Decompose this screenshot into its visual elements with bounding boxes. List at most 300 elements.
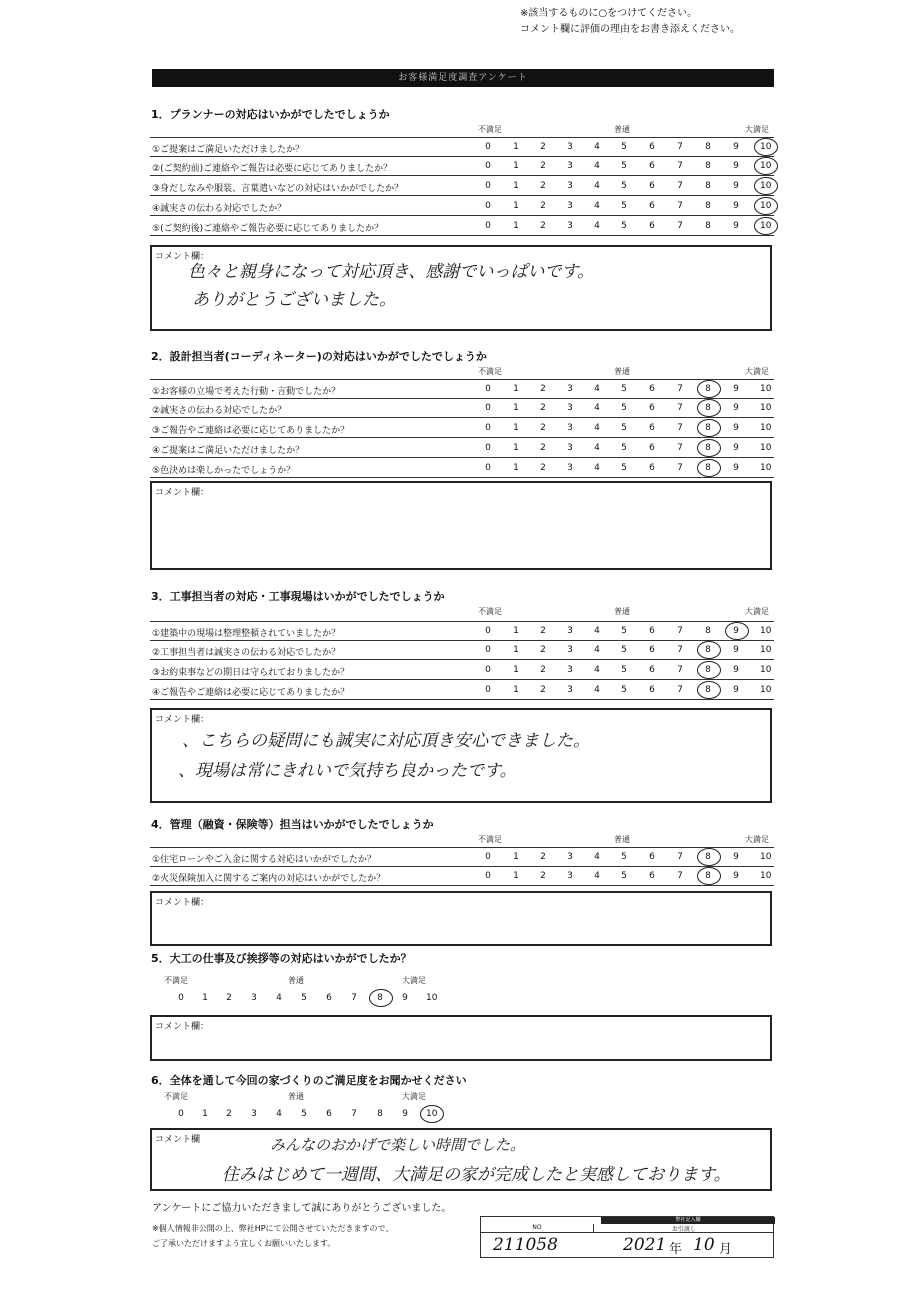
rating-option-10[interactable]: 10	[760, 423, 772, 433]
section2-question-2-text: ②誠実さの伝わる対応でしたか？	[152, 406, 287, 416]
office-month-unit: 月	[719, 1242, 733, 1257]
office-date-label: お引渡し	[593, 1224, 774, 1233]
rating-option-9[interactable]: 9	[733, 201, 739, 211]
selected-rating-circle	[697, 661, 721, 679]
rating-option-9[interactable]: 9	[733, 852, 739, 862]
rating-option-4[interactable]: 4	[594, 384, 600, 394]
rating-option-3[interactable]: 3	[567, 685, 573, 695]
rating-option-3[interactable]: 3	[251, 993, 257, 1003]
selected-rating-circle	[697, 380, 721, 398]
rating-option-4[interactable]: 4	[594, 626, 600, 636]
selected-rating-circle	[697, 399, 721, 417]
section1-comment-label: コメント欄：	[155, 252, 210, 262]
section6-scale-right: 大満足	[402, 1092, 426, 1101]
section3-question-4-text: ④ご報告やご連絡は必要に応じてありましたか？	[152, 688, 350, 698]
rating-option-2[interactable]: 2	[540, 463, 546, 473]
section6-comment-line-1: みんなのおかげで楽しい時間でした。	[270, 1136, 526, 1154]
section2-comment-box[interactable]	[150, 481, 772, 570]
section1-question-5-text: ⑤(ご契約後)ご連絡やご報告必要に応じてありましたか？	[152, 224, 384, 234]
rating-option-0[interactable]: 0	[485, 403, 491, 413]
rating-option-5[interactable]: 5	[621, 161, 627, 171]
rating-option-9[interactable]: 9	[733, 665, 739, 675]
selected-rating-circle	[754, 138, 778, 156]
thanks-message: アンケートにご協力いただきまして誠にありがとうございました。	[152, 1203, 452, 1214]
rating-option-10[interactable]: 10	[760, 181, 772, 191]
rating-option-0[interactable]: 0	[485, 181, 491, 191]
rating-option-5[interactable]: 5	[301, 993, 307, 1003]
rating-option-8[interactable]: 8	[705, 463, 711, 473]
rating-option-10[interactable]: 10	[760, 403, 772, 413]
section6-title: 6．全体を通して今回の家づくりのご満足度をお聞かせください	[151, 1074, 467, 1087]
rating-option-8[interactable]: 8	[377, 1109, 383, 1119]
question-row	[150, 641, 774, 660]
rating-option-5[interactable]: 5	[621, 871, 627, 881]
section1-scale-left: 不満足	[478, 125, 502, 134]
rating-option-9[interactable]: 9	[733, 142, 739, 152]
section2-question-1-text: ①お客様の立場で考えた行動・言動でしたか？	[152, 387, 341, 397]
section1-scale-right: 大満足	[745, 125, 769, 134]
rating-option-9[interactable]: 9	[733, 384, 739, 394]
section3-comment-label: コメント欄：	[155, 715, 210, 725]
rating-option-6[interactable]: 6	[649, 685, 655, 695]
rating-option-5[interactable]: 5	[621, 685, 627, 695]
section1-question-2-text: ②(ご契約前)ご連絡やご報告は必要に応じてありましたか？	[152, 164, 393, 174]
selected-rating-circle	[697, 419, 721, 437]
rating-option-3[interactable]: 3	[567, 403, 573, 413]
selected-rating-circle	[697, 459, 721, 477]
rating-option-9[interactable]: 9	[402, 993, 408, 1003]
rating-option-2[interactable]: 2	[540, 423, 546, 433]
section3-question-1-text: ①建築中の現場は整理整頓されていましたか？	[152, 629, 341, 639]
rating-option-1[interactable]: 1	[513, 201, 519, 211]
rating-option-9[interactable]: 9	[733, 423, 739, 433]
question-row	[150, 661, 774, 680]
rating-option-8[interactable]: 8	[705, 423, 711, 433]
rating-option-1[interactable]: 1	[513, 645, 519, 655]
rating-option-9[interactable]: 9	[733, 221, 739, 231]
rating-option-7[interactable]: 7	[677, 871, 683, 881]
office-no-value: 211058	[493, 1235, 558, 1255]
rating-option-9[interactable]: 9	[733, 685, 739, 695]
rating-option-0[interactable]: 0	[485, 626, 491, 636]
rating-option-0[interactable]: 0	[485, 665, 491, 675]
rating-option-10[interactable]: 10	[760, 161, 772, 171]
rating-option-8[interactable]: 8	[705, 384, 711, 394]
office-year-unit: 年	[669, 1242, 683, 1257]
rating-option-4[interactable]: 4	[276, 993, 282, 1003]
section1-comment-line-1: 色々と親身になって対応頂き、感謝でいっぱいです。	[188, 262, 594, 282]
section1-scale-mid: 普通	[614, 125, 630, 134]
rating-option-0[interactable]: 0	[178, 993, 184, 1003]
section6-comment-line-2: 住みはじめて一週間、大満足の家が完成したと実感しております。	[222, 1165, 731, 1185]
rating-option-3[interactable]: 3	[567, 852, 573, 862]
selected-rating-circle	[754, 157, 778, 175]
rating-option-10[interactable]: 10	[426, 993, 438, 1003]
rating-option-3[interactable]: 3	[567, 665, 573, 675]
section2-title: 2．設計担当者(コーディネーター)の対応はいかがでしたでしょうか	[151, 350, 487, 363]
question-row	[150, 217, 774, 236]
rating-option-3[interactable]: 3	[567, 871, 573, 881]
rating-option-3[interactable]: 3	[567, 423, 573, 433]
selected-rating-circle	[754, 197, 778, 215]
rating-option-6[interactable]: 6	[649, 201, 655, 211]
rating-option-4[interactable]: 4	[594, 665, 600, 675]
rating-option-3[interactable]: 3	[567, 443, 573, 453]
section6-comment-box[interactable]	[150, 1128, 772, 1191]
section3-scale-left: 不満足	[478, 607, 502, 616]
rating-option-7[interactable]: 7	[677, 384, 683, 394]
selected-rating-circle	[369, 989, 393, 1007]
rating-option-6[interactable]: 6	[649, 181, 655, 191]
rating-option-9[interactable]: 9	[733, 463, 739, 473]
rating-option-5[interactable]: 5	[621, 443, 627, 453]
rating-option-8[interactable]: 8	[705, 221, 711, 231]
rating-option-5[interactable]: 5	[621, 852, 627, 862]
rating-option-7[interactable]: 7	[677, 142, 683, 152]
rating-option-2[interactable]: 2	[540, 181, 546, 191]
selected-rating-circle	[697, 439, 721, 457]
section4-scale-left: 不満足	[478, 835, 502, 844]
question-row	[150, 621, 774, 641]
rating-option-10[interactable]: 10	[760, 685, 772, 695]
question-row	[150, 459, 774, 478]
survey-title-bar: お客様満足度調査アンケート	[152, 69, 774, 87]
rating-option-10[interactable]: 10	[760, 645, 772, 655]
question-row	[150, 177, 774, 196]
question-row	[150, 681, 774, 700]
rating-option-1[interactable]: 1	[513, 443, 519, 453]
rating-option-6[interactable]: 6	[326, 1109, 332, 1119]
section3-scale-right: 大満足	[745, 607, 769, 616]
rating-option-10[interactable]: 10	[760, 221, 772, 231]
rating-option-1[interactable]: 1	[513, 142, 519, 152]
rating-option-6[interactable]: 6	[649, 463, 655, 473]
rating-option-8[interactable]: 8	[705, 626, 711, 636]
section3-comment-line-2: 、現場は常にきれいで気持ち良かったです。	[178, 761, 517, 781]
rating-option-6[interactable]: 6	[649, 665, 655, 675]
section5-comment-label: コメント欄：	[155, 1022, 210, 1032]
section1-title: 1．プランナーの対応はいかがでしたでしょうか	[151, 108, 390, 121]
section5-comment-box[interactable]	[150, 1015, 772, 1061]
section5-scale-mid: 普通	[288, 976, 304, 985]
rating-option-10[interactable]: 10	[760, 626, 772, 636]
rating-option-0[interactable]: 0	[485, 161, 491, 171]
selected-rating-circle	[420, 1105, 444, 1123]
section6-scale-mid: 普通	[288, 1092, 304, 1101]
selected-rating-circle	[697, 681, 721, 699]
rating-option-4[interactable]: 4	[594, 221, 600, 231]
section4-title: 4．管理（融資・保険等）担当はいかがでしたでしょうか	[151, 818, 434, 831]
rating-option-4[interactable]: 4	[594, 161, 600, 171]
section2-scale-mid: 普通	[614, 367, 630, 376]
question-row	[150, 379, 774, 399]
rating-option-8[interactable]: 8	[705, 665, 711, 675]
rating-option-6[interactable]: 6	[649, 403, 655, 413]
section5-title: 5．大工の仕事及び挨拶等の対応はいかがでしたか？	[151, 952, 412, 965]
section4-question-1-text: ①住宅ローンやご入金に関する対応はいかがでしたか？	[152, 855, 376, 865]
rating-option-6[interactable]: 6	[326, 993, 332, 1003]
rating-option-7[interactable]: 7	[677, 685, 683, 695]
rating-option-7[interactable]: 7	[677, 665, 683, 675]
privacy-note-1: ※個人情報非公開の上、弊社HPにて公開させていただきますので、	[152, 1224, 394, 1233]
office-use-box	[480, 1216, 774, 1258]
rating-option-0[interactable]: 0	[485, 423, 491, 433]
rating-option-0[interactable]: 0	[485, 384, 491, 394]
rating-option-6[interactable]: 6	[649, 423, 655, 433]
rating-option-1[interactable]: 1	[513, 181, 519, 191]
section2-question-3-text: ③ご報告やご連絡は必要に応じてありましたか？	[152, 426, 350, 436]
rating-option-2[interactable]: 2	[540, 645, 546, 655]
rating-option-2[interactable]: 2	[540, 626, 546, 636]
rating-option-9[interactable]: 9	[733, 626, 739, 636]
rating-option-7[interactable]: 7	[677, 852, 683, 862]
rating-option-4[interactable]: 4	[594, 142, 600, 152]
rating-option-3[interactable]: 3	[567, 645, 573, 655]
rating-option-5[interactable]: 5	[621, 142, 627, 152]
instruction-note-1: ※該当するものに○をつけてください。	[520, 8, 698, 19]
rating-option-2[interactable]: 2	[540, 665, 546, 675]
rating-option-9[interactable]: 9	[733, 403, 739, 413]
rating-option-7[interactable]: 7	[351, 1109, 357, 1119]
rating-option-2[interactable]: 2	[540, 201, 546, 211]
section1-question-1-text: ①ご提案はご満足いただけましたか？	[152, 145, 305, 155]
section1-question-4-text: ④誠実さの伝わる対応でしたか？	[152, 204, 287, 214]
rating-option-5[interactable]: 5	[621, 645, 627, 655]
question-row	[150, 399, 774, 418]
rating-option-10[interactable]: 10	[760, 201, 772, 211]
rating-option-10[interactable]: 10	[760, 665, 772, 675]
rating-option-8[interactable]: 8	[705, 645, 711, 655]
rating-option-10[interactable]: 10	[760, 852, 772, 862]
rating-option-8[interactable]: 8	[705, 871, 711, 881]
rating-option-4[interactable]: 4	[594, 852, 600, 862]
selected-rating-circle	[697, 641, 721, 659]
rating-option-2[interactable]: 2	[540, 443, 546, 453]
rating-option-5[interactable]: 5	[621, 181, 627, 191]
rating-option-7[interactable]: 7	[351, 993, 357, 1003]
rating-option-0[interactable]: 0	[485, 201, 491, 211]
rating-option-4[interactable]: 4	[276, 1109, 282, 1119]
rating-option-7[interactable]: 7	[677, 645, 683, 655]
rating-option-2[interactable]: 2	[540, 871, 546, 881]
privacy-note-2: ご了承いただけますよう宜しくお願いいたします。	[152, 1239, 336, 1248]
rating-option-9[interactable]: 9	[733, 871, 739, 881]
rating-option-1[interactable]: 1	[513, 384, 519, 394]
rating-option-2[interactable]: 2	[226, 1109, 232, 1119]
section4-comment-box[interactable]	[150, 891, 772, 946]
question-row	[150, 867, 774, 886]
selected-rating-circle	[754, 217, 778, 235]
section3-question-2-text: ②工事担当者は誠実さの伝わる対応でしたか？	[152, 648, 341, 658]
section6-scale-left: 不満足	[164, 1092, 188, 1101]
rating-option-3[interactable]: 3	[567, 221, 573, 231]
rating-option-5[interactable]: 5	[621, 423, 627, 433]
rating-option-3[interactable]: 3	[567, 626, 573, 636]
rating-option-4[interactable]: 4	[594, 423, 600, 433]
rating-option-7[interactable]: 7	[677, 181, 683, 191]
section4-scale-mid: 普通	[614, 835, 630, 844]
rating-option-2[interactable]: 2	[226, 993, 232, 1003]
rating-option-4[interactable]: 4	[594, 645, 600, 655]
section3-title: 3．工事担当者の対応・工事現場はいかがでしたでしょうか	[151, 590, 445, 603]
rating-option-0[interactable]: 0	[485, 142, 491, 152]
rating-option-9[interactable]: 9	[733, 443, 739, 453]
section4-question-2-text: ②火災保険加入に関するご案内の対応はいかがでしたか？	[152, 874, 386, 884]
rating-option-5[interactable]: 5	[621, 665, 627, 675]
rating-option-10[interactable]: 10	[760, 463, 772, 473]
rating-option-0[interactable]: 0	[485, 221, 491, 231]
rating-option-1[interactable]: 1	[513, 852, 519, 862]
question-row	[150, 439, 774, 458]
section2-question-4-text: ④ご提案はご満足いただけましたか？	[152, 446, 305, 456]
rating-option-3[interactable]: 3	[567, 384, 573, 394]
rating-option-6[interactable]: 6	[649, 161, 655, 171]
rating-option-7[interactable]: 7	[677, 463, 683, 473]
section2-question-5-text: ⑤色決めは楽しかったでしょうか？	[152, 466, 296, 476]
rating-option-5[interactable]: 5	[621, 626, 627, 636]
section4-scale-right: 大満足	[745, 835, 769, 844]
rating-option-5[interactable]: 5	[621, 463, 627, 473]
rating-option-0[interactable]: 0	[485, 852, 491, 862]
rating-option-6[interactable]: 6	[649, 645, 655, 655]
rating-option-8[interactable]: 8	[377, 993, 383, 1003]
rating-option-6[interactable]: 6	[649, 221, 655, 231]
selected-rating-circle	[697, 867, 721, 885]
rating-option-9[interactable]: 9	[733, 181, 739, 191]
selected-rating-circle	[697, 848, 721, 866]
selected-rating-circle	[754, 177, 778, 195]
question-row	[150, 847, 774, 867]
rating-option-1[interactable]: 1	[513, 626, 519, 636]
section3-comment-line-1: 、こちらの疑問にも誠実に対応頂き安心できました。	[182, 731, 590, 751]
rating-option-8[interactable]: 8	[705, 443, 711, 453]
rating-option-1[interactable]: 1	[513, 463, 519, 473]
rating-option-1[interactable]: 1	[513, 221, 519, 231]
rating-option-0[interactable]: 0	[485, 463, 491, 473]
rating-option-3[interactable]: 3	[567, 142, 573, 152]
rating-option-2[interactable]: 2	[540, 852, 546, 862]
section1-comment-line-2: ありがとうございました。	[192, 290, 396, 310]
rating-option-7[interactable]: 7	[677, 403, 683, 413]
section3-comment-box[interactable]	[150, 708, 772, 803]
section2-scale-left: 不満足	[478, 367, 502, 376]
rating-option-1[interactable]: 1	[202, 1109, 208, 1119]
section5-scale-left: 不満足	[164, 976, 188, 985]
rating-option-0[interactable]: 0	[485, 645, 491, 655]
rating-option-7[interactable]: 7	[677, 161, 683, 171]
rating-option-1[interactable]: 1	[202, 993, 208, 1003]
rating-option-6[interactable]: 6	[649, 443, 655, 453]
rating-option-1[interactable]: 1	[513, 685, 519, 695]
rating-option-10[interactable]: 10	[760, 443, 772, 453]
rating-option-6[interactable]: 6	[649, 871, 655, 881]
rating-option-1[interactable]: 1	[513, 403, 519, 413]
rating-option-4[interactable]: 4	[594, 181, 600, 191]
rating-option-6[interactable]: 6	[649, 626, 655, 636]
rating-option-10[interactable]: 10	[426, 1109, 438, 1119]
rating-option-7[interactable]: 7	[677, 443, 683, 453]
rating-option-2[interactable]: 2	[540, 161, 546, 171]
rating-option-1[interactable]: 1	[513, 871, 519, 881]
section1-question-3-text: ③身だしなみや服装、言葉遣いなどの対応はいかがでしたか？	[152, 184, 404, 194]
rating-option-0[interactable]: 0	[485, 871, 491, 881]
rating-option-1[interactable]: 1	[513, 665, 519, 675]
rating-option-7[interactable]: 7	[677, 201, 683, 211]
question-row	[150, 419, 774, 438]
rating-option-4[interactable]: 4	[594, 463, 600, 473]
rating-option-3[interactable]: 3	[567, 161, 573, 171]
rating-option-10[interactable]: 10	[760, 871, 772, 881]
rating-option-6[interactable]: 6	[649, 384, 655, 394]
rating-option-1[interactable]: 1	[513, 161, 519, 171]
rating-option-8[interactable]: 8	[705, 181, 711, 191]
rating-option-0[interactable]: 0	[485, 685, 491, 695]
section6-comment-label: コメント欄	[155, 1135, 201, 1145]
rating-option-3[interactable]: 3	[567, 201, 573, 211]
rating-option-8[interactable]: 8	[705, 161, 711, 171]
rating-option-5[interactable]: 5	[621, 201, 627, 211]
rating-option-6[interactable]: 6	[649, 142, 655, 152]
section2-scale-right: 大満足	[745, 367, 769, 376]
section2-comment-label: コメント欄：	[155, 488, 210, 498]
rating-option-5[interactable]: 5	[621, 384, 627, 394]
question-row	[150, 197, 774, 216]
instruction-note-2: コメント欄に評価の理由をお書き添えください。	[520, 24, 740, 35]
rating-option-7[interactable]: 7	[677, 423, 683, 433]
rating-option-7[interactable]: 7	[677, 626, 683, 636]
rating-option-10[interactable]: 10	[760, 142, 772, 152]
section5-scale-right: 大満足	[402, 976, 426, 985]
rating-option-8[interactable]: 8	[705, 142, 711, 152]
rating-option-5[interactable]: 5	[301, 1109, 307, 1119]
rating-option-3[interactable]: 3	[567, 181, 573, 191]
rating-option-4[interactable]: 4	[594, 443, 600, 453]
section1-comment-box[interactable]	[150, 245, 772, 331]
section3-scale-mid: 普通	[614, 607, 630, 616]
rating-option-5[interactable]: 5	[621, 221, 627, 231]
rating-option-9[interactable]: 9	[402, 1109, 408, 1119]
rating-option-8[interactable]: 8	[705, 201, 711, 211]
rating-option-10[interactable]: 10	[760, 384, 772, 394]
rating-option-9[interactable]: 9	[733, 645, 739, 655]
section3-question-3-text: ③お約束事などの期日は守られておりましたか？	[152, 668, 350, 678]
rating-option-4[interactable]: 4	[594, 685, 600, 695]
rating-option-0[interactable]: 0	[178, 1109, 184, 1119]
rating-option-9[interactable]: 9	[733, 161, 739, 171]
rating-option-8[interactable]: 8	[705, 403, 711, 413]
rating-option-8[interactable]: 8	[705, 685, 711, 695]
rating-option-2[interactable]: 2	[540, 221, 546, 231]
rating-option-2[interactable]: 2	[540, 384, 546, 394]
rating-option-8[interactable]: 8	[705, 852, 711, 862]
rating-option-3[interactable]: 3	[567, 463, 573, 473]
rating-option-4[interactable]: 4	[594, 403, 600, 413]
question-row	[150, 157, 774, 176]
rating-option-2[interactable]: 2	[540, 685, 546, 695]
rating-option-4[interactable]: 4	[594, 871, 600, 881]
rating-option-2[interactable]: 2	[540, 403, 546, 413]
rating-option-5[interactable]: 5	[621, 403, 627, 413]
rating-option-7[interactable]: 7	[677, 221, 683, 231]
office-use-header: 弊社記入欄	[601, 1217, 775, 1224]
rating-option-1[interactable]: 1	[513, 423, 519, 433]
question-row	[150, 137, 774, 157]
rating-option-6[interactable]: 6	[649, 852, 655, 862]
rating-option-3[interactable]: 3	[251, 1109, 257, 1119]
rating-option-0[interactable]: 0	[485, 443, 491, 453]
rating-option-2[interactable]: 2	[540, 142, 546, 152]
rating-option-4[interactable]: 4	[594, 201, 600, 211]
